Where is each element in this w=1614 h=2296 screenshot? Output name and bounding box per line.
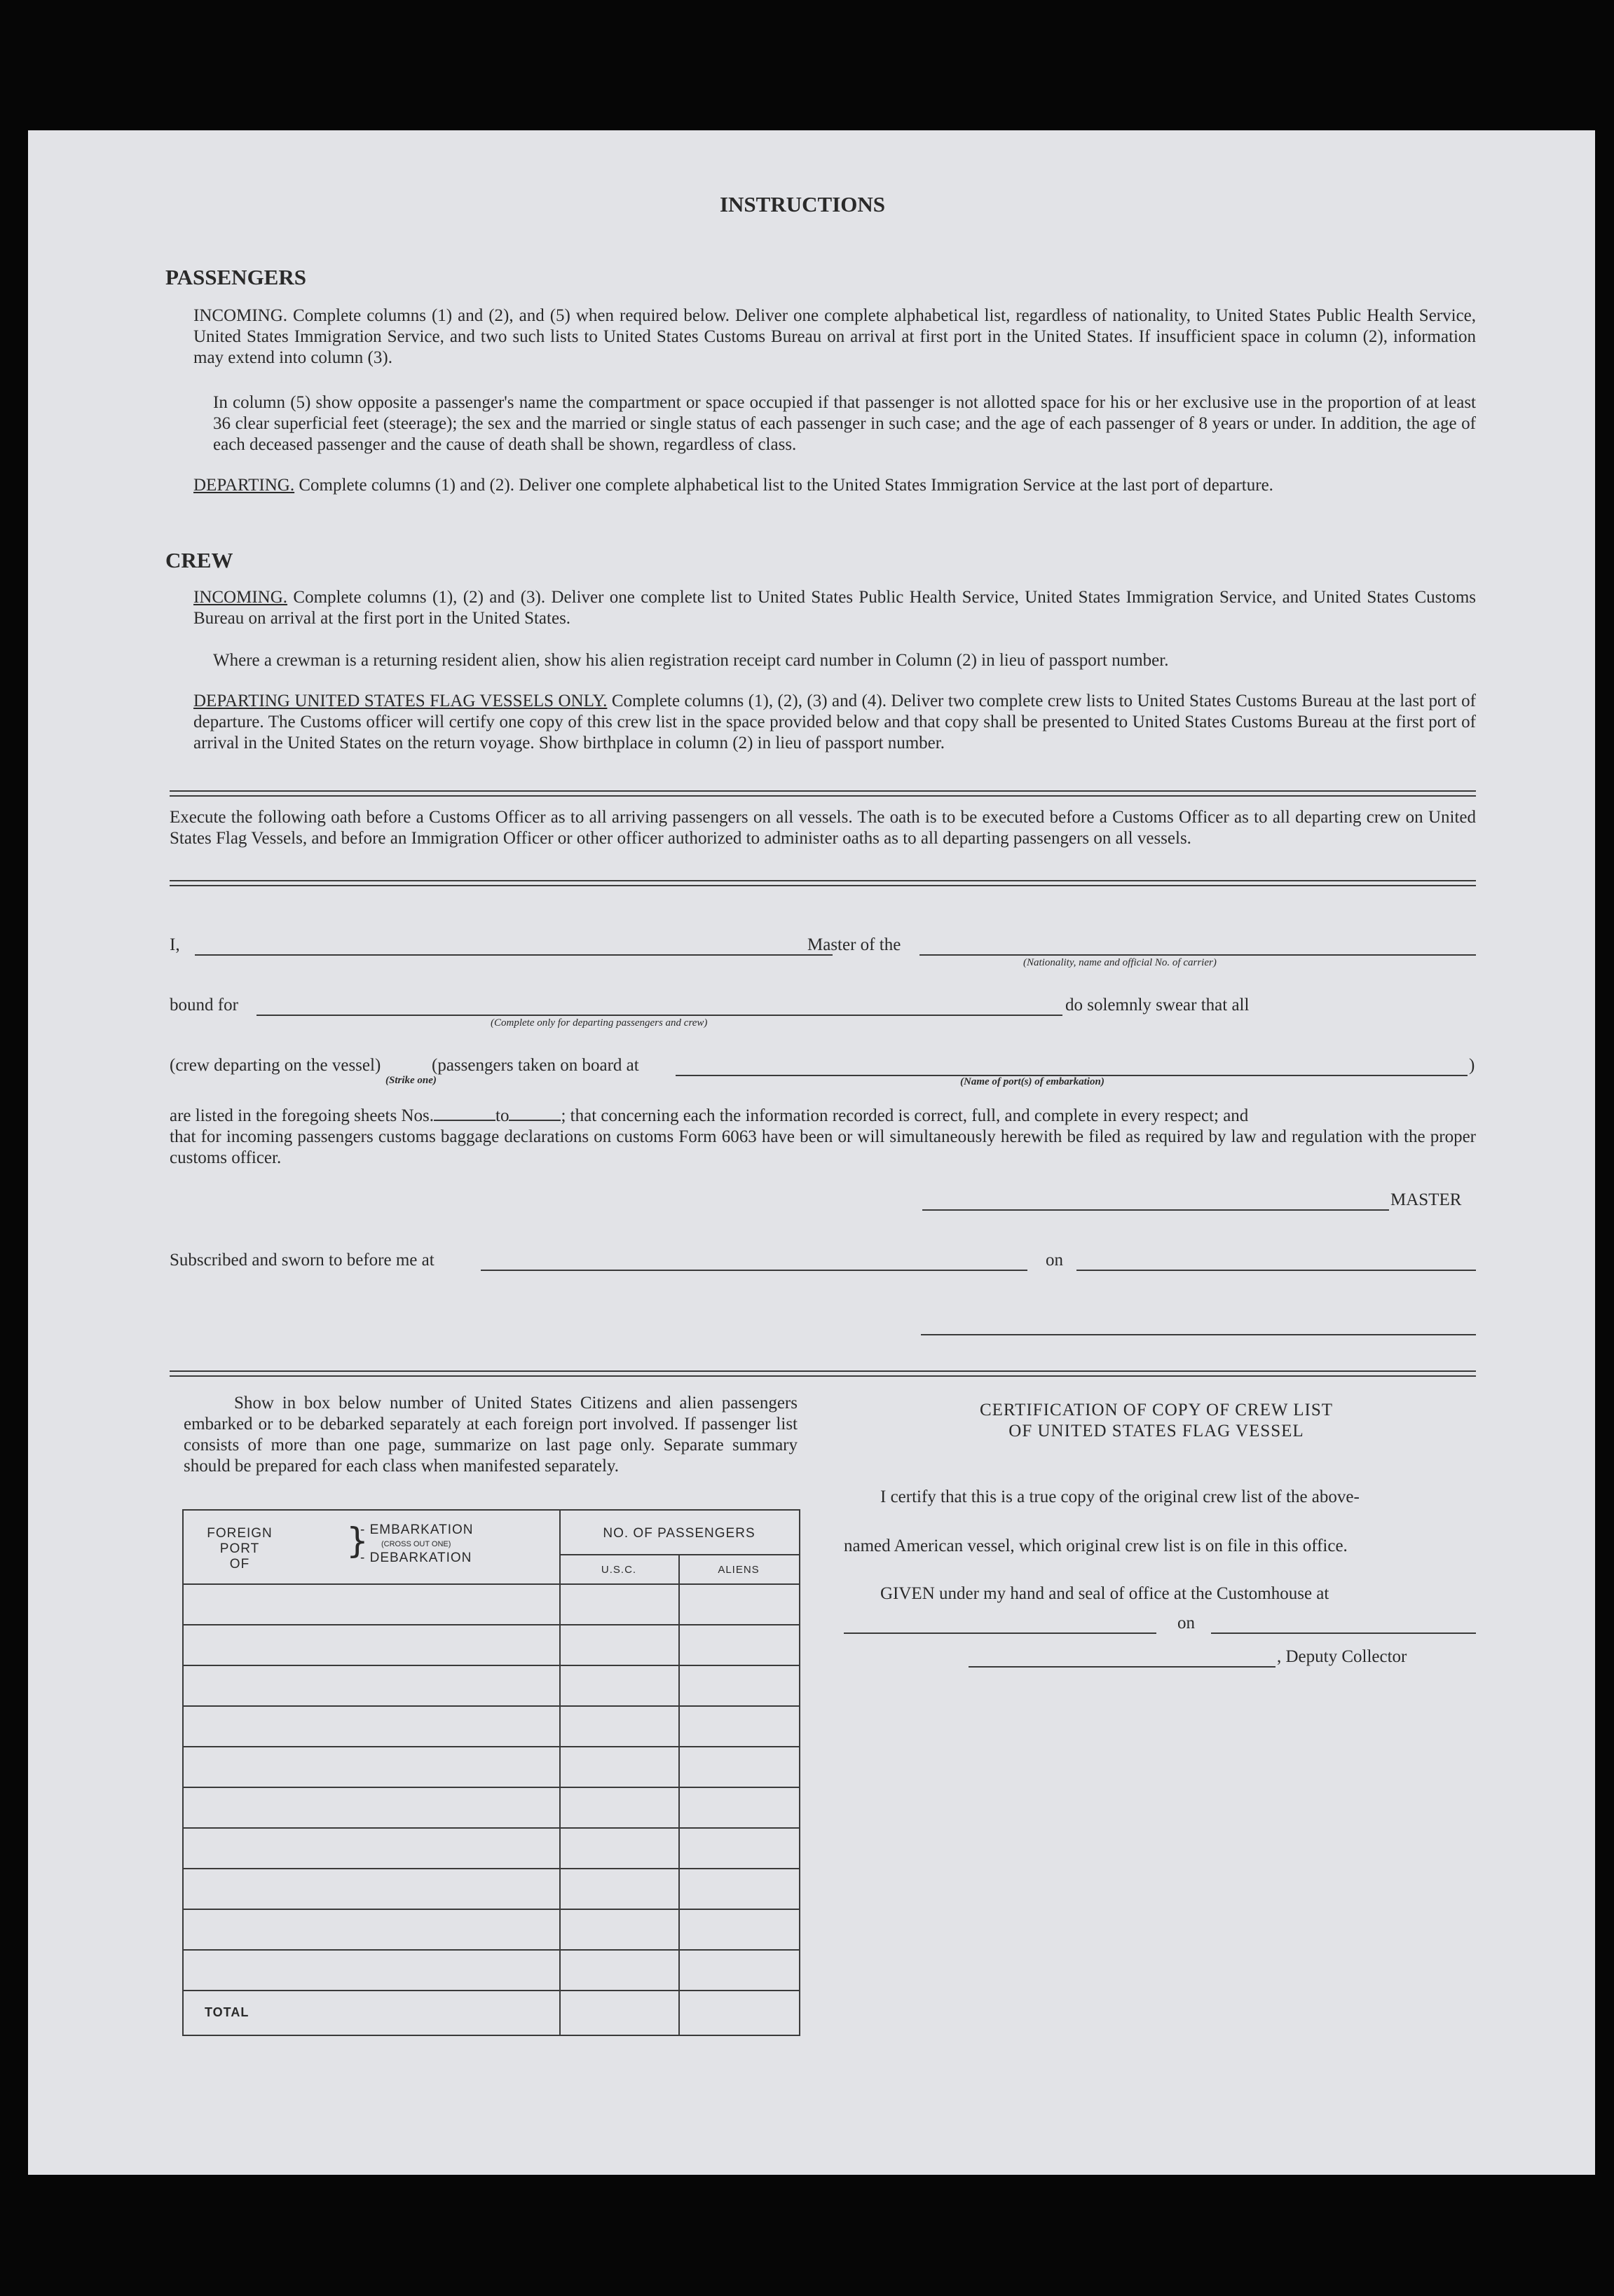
header-debarkation: - DEBARKATION [360,1551,472,1565]
usc-total-cell[interactable] [561,1991,678,2035]
master-signature-field[interactable] [922,1209,1389,1211]
header-no-passengers: NO. OF PASSENGERS [603,1526,755,1541]
crew-departing-option: (crew departing on the vessel) [170,1056,381,1075]
divider-rule [170,790,1476,797]
master-label: MASTER [1390,1190,1462,1209]
certification-date-field[interactable] [1211,1632,1476,1634]
deputy-collector-label: , Deputy Collector [1277,1647,1407,1666]
certify-line2: named American vessel, which original crew list is on file in this office. [844,1537,1348,1555]
listed-post: ; that concerning each the information recorded is correct, full, and complete in every respect; and [561,1106,1249,1125]
crew-resident-paragraph: Where a crewman is a returning resident alien, show his alien registration receipt card number in Column (2) in lieu of passport number. [213,651,1169,670]
customhouse-field[interactable] [844,1632,1156,1634]
listed-line [170,1106,1248,1127]
sworn-on-label: on [1046,1251,1063,1270]
strike-one-note: (Strike one) [385,1075,437,1086]
header-embark-debark [360,1523,474,1565]
nationality-note: (Nationality, name and official No. of carrier) [1023,957,1217,968]
brace-icon: } [346,1520,369,1561]
sworn-place-field[interactable] [481,1270,1027,1271]
divider-rule [170,1370,1476,1377]
divider-rule [170,880,1476,886]
officer-signature-field[interactable] [921,1334,1476,1335]
carrier-field[interactable] [919,954,1476,956]
header-divider [559,1554,799,1555]
listed-pre: are listed in the foregoing sheets Nos. [170,1106,434,1125]
crew-departing-paragraph [193,691,1476,754]
passengers-heading: PASSENGERS [165,265,306,289]
passengers-incoming-text: Complete columns (1) and (2), and (5) when required below. Deliver one complete alphabetical list, regardless of nationality, to United States Public Health Service, United States Immigration Service, and two such lists to United States Customs Bureau on arrival at first port in the United States. If insufficient space in column (2), information may extend into column (3). [193,306,1477,367]
crew-incoming-paragraph [193,587,1476,629]
crew-incoming-label: INCOMING. [193,588,288,607]
aliens-total-cell[interactable] [680,1991,799,2035]
passengers-column5-paragraph: In column (5) show opposite a passenger's name the compartment or space occupied if that passenger is not allotted space for his or her exclusive use in the proportion of at least 36 clear superficial feet (steerage); the sex and the married or single status of each passenger in such case; and the age of each passenger of 8 years or under. In addition, the age of each deceased passenger and the cause of death shall be shown, regardless of class. [213,393,1476,454]
total-label: TOTAL [205,2005,249,2019]
oath-i-label: I, [170,935,180,954]
header-foreign-port [184,1526,296,1572]
port-note: (Name of port(s) of embarkation) [960,1076,1105,1087]
passengers-departing-text: Complete columns (1) and (2). Deliver one complete alphabetical list to the United States Immigration Service at the last port of departure. [299,476,1273,495]
sworn-date-field[interactable] [1076,1270,1476,1271]
listed-rest: that for incoming passengers customs baggage declarations on customs Form 6063 have been or will simultaneously herewith be filed as required by law and regulation with the proper customs officer. [170,1127,1476,1167]
usc-entries[interactable] [561,1583,678,1990]
page-title: INSTRUCTIONS [719,192,885,216]
aliens-entries[interactable] [680,1583,799,1990]
passengers-departing-paragraph [193,475,1476,496]
form-page [28,130,1595,2175]
passengers-departing-label: DEPARTING. [193,476,295,495]
oath-intro: Execute the following oath before a Customs Officer as to all arriving passengers on all vessels. The oath is to be executed before a Customs Officer as to all departing crew on United States Flag Vessels, and before an Immigration Officer or other officer authorized to administer oaths as to all departing passengers on all vessels. [170,808,1476,848]
header-usc: U.S.C. [601,1564,637,1576]
sheet-from-field[interactable] [434,1120,495,1121]
header-embarkation: - EMBARKATION [360,1522,474,1537]
bound-for-field[interactable] [257,1015,1062,1016]
sheet-to-field[interactable] [509,1120,561,1121]
given-line: GIVEN under my hand and seal of office at the Customhouse at [880,1584,1329,1603]
certify-line1: I certify that this is a true copy of the original crew list of the above- [880,1487,1360,1506]
certification-title-line1: CERTIFICATION OF COPY OF CREW LIST [979,1401,1334,1419]
crew-departing-label: DEPARTING UNITED STATES FLAG VESSELS ONLY. [193,692,608,710]
close-paren: ) [1469,1056,1475,1075]
passengers-incoming-paragraph [193,305,1476,369]
complete-only-note: (Complete only for departing passengers and crew) [491,1017,708,1029]
header-cross-out: (CROSS OUT ONE) [381,1540,451,1548]
crew-departing-text: Complete columns (1), (2), (3) and (4). Deliver two complete crew lists to United States Customs Bureau at the last port of departure. The Customs officer will certify one copy of this crew list in the space provided below and that copy shall be presented to United States Customs Bureau at the first port of arrival in the United States on the return voyage. Show birthplace in column (2) in lieu of passport number. [193,692,1476,752]
certification-title-line2: OF UNITED STATES FLAG VESSEL [1008,1422,1304,1441]
header-foreign: FOREIGN [207,1526,273,1541]
passengers-taken-option: (passengers taken on board at [432,1056,639,1075]
solemnly-swear-text: do solemnly swear that all [1065,996,1250,1015]
header-port: PORT [219,1541,260,1556]
deputy-signature-field[interactable] [969,1666,1276,1668]
header-aliens: ALIENS [718,1564,760,1576]
master-name-field[interactable] [195,954,833,956]
subscribed-label: Subscribed and sworn to before me at [170,1251,435,1270]
listed-to: to [495,1106,509,1125]
passenger-summary-table [182,1509,800,2036]
summary-instructions: Show in box below number of United States Citizens and alien passengers embarked or to be debarked separately at each foreign port involved. If passenger list consists of more than one page, summarize on last page only. Separate summary should be prepared for each class when manifested separately. [184,1394,798,1476]
bound-for-label: bound for [170,996,238,1015]
port-entries[interactable] [184,1583,559,1990]
master-of-the-label: Master of the [807,935,901,954]
certification-title [837,1400,1476,1442]
crew-incoming-text: Complete columns (1), (2) and (3). Deliver one complete list to United States Public Health Service, United States Immigration Service, and United States Customs Bureau on arrival at the first port in the United States. [193,588,1477,628]
crew-heading: CREW [165,548,233,572]
certification-on-label: on [1177,1614,1195,1632]
header-of: OF [229,1557,250,1572]
passengers-incoming-label: INCOMING. [193,306,288,325]
